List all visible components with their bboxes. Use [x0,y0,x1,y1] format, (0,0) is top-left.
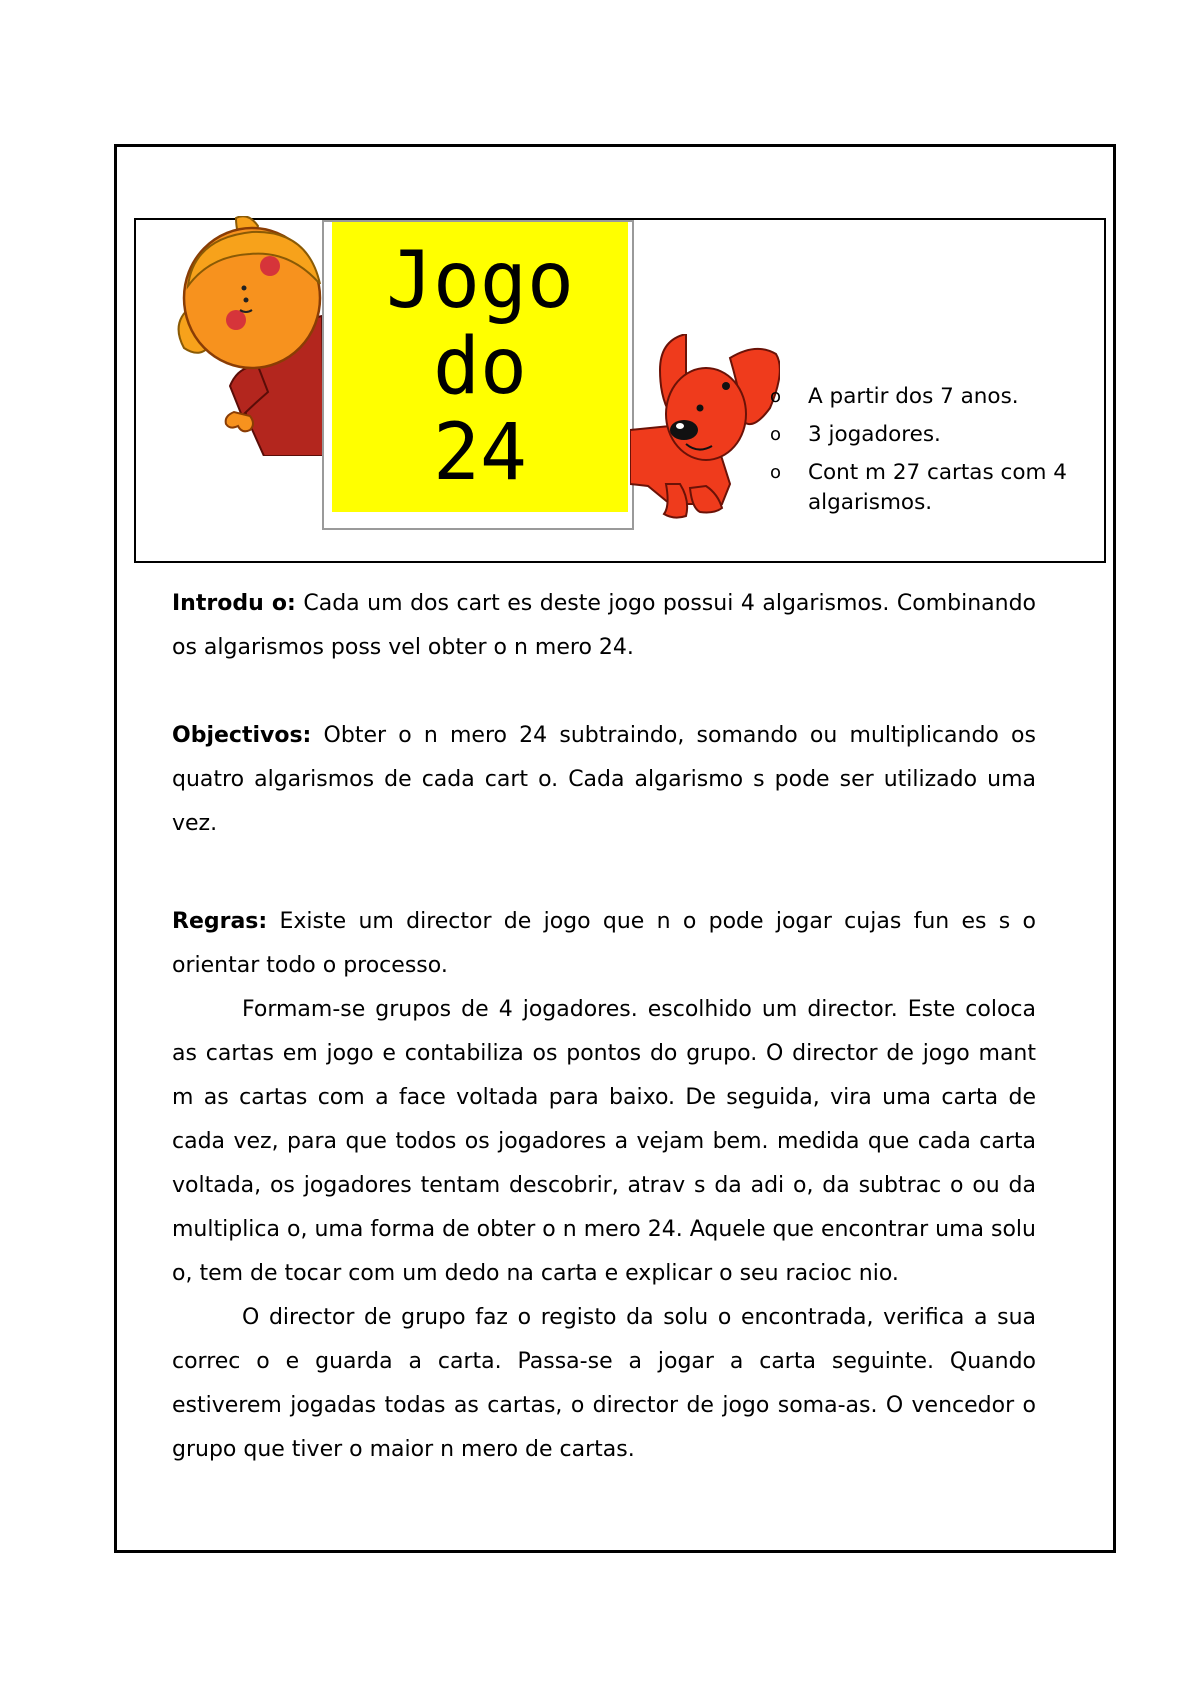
title-card [322,220,634,530]
rules-paragraph-2: Formam-se grupos de 4 jogadores. escolhido um director. Este coloca as cartas em jogo e contabiliza os pontos do grupo. O director de jogo mant m as cartas com a face voltada para baixo. De seguida, vira uma carta de cada vez, para que todos os jogadores a vejam bem. medida que cada carta voltada, os jogadores tentam descobrir, atrav s da adi o, da subtrac o ou da multiplica o, uma forma de obter o n mero 24. Aquele que encontrar uma solu o, tem de tocar com um dedo na carta e explicar o seu racioc nio. [172,997,1036,1286]
intro-paragraph [172,582,1036,670]
intro-label: Introdu o: [172,591,296,616]
fact-text: A partir dos 7 anos. [808,384,1019,409]
fact-item [770,382,1090,412]
girl-illustration [172,216,332,456]
spacer [172,846,1036,900]
rules-content [172,582,1036,1472]
rules-label: Regras: [172,909,268,934]
dog-illustration [630,334,780,534]
spacer [172,670,1036,714]
title-background [332,222,628,512]
rules-paragraph [172,900,1036,988]
game-facts-list [770,382,1090,518]
fact-item [770,458,1090,518]
title-line-1: Jogo [386,236,574,326]
fact-text: Cont m 27 cartas com 4 algarismos. [808,460,1067,515]
rules-paragraph-3: O director de grupo faz o registo da solu o encontrada, verifica a sua correc o e guarda a carta. Passa-se a jogar a carta seguinte. Quando estiverem jogadas todas as cartas, o director de jogo soma-as. O vencedor o grupo que tiver o maior n mero de cartas. [172,1305,1036,1462]
fact-text: 3 jogadores. [808,422,941,447]
intro-text: Cada um dos cart es deste jogo possui 4 algarismos. Combinando os algarismos poss vel obter o n mero 24. [172,591,1037,660]
bullet-icon: o [770,386,782,407]
bullet-icon: o [770,462,782,483]
rules-text: Existe um director de jogo que n o pode jogar cujas fun es s o orientar todo o processo. [172,909,1036,978]
title-line-3: 24 [433,408,527,498]
title-line-2: do [433,322,527,412]
objectives-paragraph [172,714,1036,846]
bullet-icon: o [770,424,782,445]
objectives-label: Objectivos: [172,723,312,748]
objectives-text: Obter o n mero 24 subtraindo, somando ou multiplicando os quatro algarismos de cada cart o. Cada algarismo s pode ser utilizado uma vez. [172,723,1036,836]
fact-item [770,420,1090,450]
